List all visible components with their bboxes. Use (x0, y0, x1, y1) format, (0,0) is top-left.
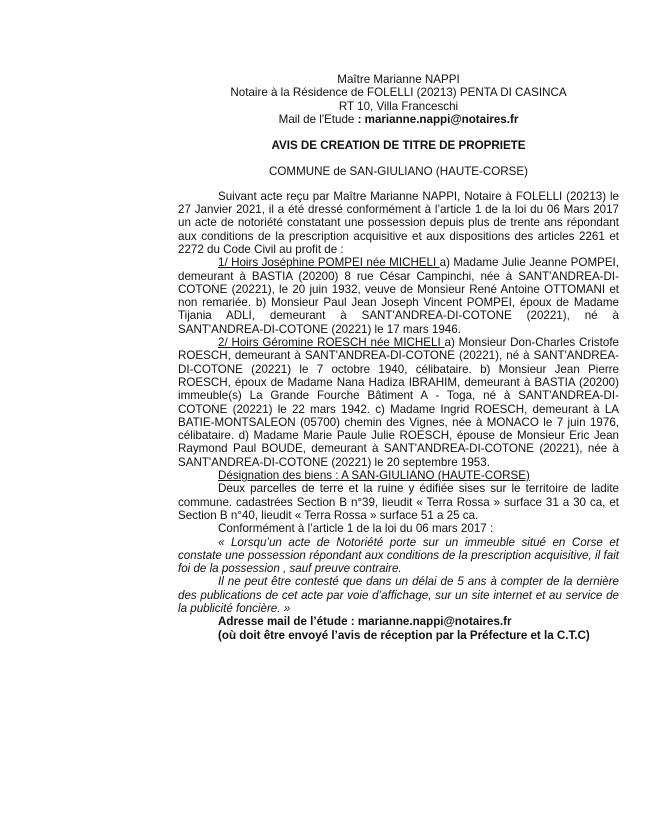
notice-document (178, 73, 619, 642)
notice-title: AVIS DE CREATION DE TITRE DE PROPRIETE (271, 139, 526, 153)
heirs-2-paragraph (178, 336, 619, 469)
mail-value: : marianne.nappi@notaires.fr (357, 112, 519, 126)
notary-residence: Notaire à la Résidence de FOLELLI (20213) PENTA DI CASINCA (230, 86, 567, 100)
heirs-1-paragraph (178, 256, 619, 336)
designation-paragraph: Deux parcelles de terre et la ruine y édifiée sises sur le territoire de ladite commune. cadastrées Section B n°39, lieudit « Terra Rossa » surface 31 a 30 ca, et Section B n°40, lieudit « Terra Rossa » surface 51 a 25 ca. (178, 482, 619, 522)
intro-paragraph: Suivant acte reçu par Maître Marianne NAPPI, Notaire à FOLELLI (20213) le 27 Janvier 2021, il a été dressé conformément à l’article 1 de la loi du 06 Mars 2017 un acte de notoriété constatant une possession depuis plus de trente ans répondant aux conditions de la prescription acquisitive et aux dispositions des articles 2261 et 2272 du Code Civil au profit de : (178, 189, 619, 256)
notary-name: Maître Marianne NAPPI (337, 73, 460, 86)
commune-heading: COMMUNE de SAN-GIULIANO (HAUTE-CORSE) (269, 165, 528, 179)
heirs-1-text: a) Madame Julie Jeanne POMPEI, demeurant à BASTIA (20200) 8 rue César Campinchi, née à SANT'ANDREA-DI-COTONE (20221), le 20 juin 1932, veuve de Monsieur René Antoine OTTOMANI et non remariée. b) Monsieur Paul Jean Joseph Vincent POMPEI, époux de Madame Tijania ADLI, demeurant à SANT'ANDREA-DI-COTONE (20221), né à SANT'ANDREA-DI-COTONE (20221) le 17 mars 1946. (178, 256, 620, 336)
notary-mail (178, 113, 619, 126)
designation-heading: Désignation des biens : A SAN-GIULIANO (HAUTE-CORSE) (218, 469, 530, 483)
conformement-paragraph: Conformément à l’article 1 de la loi du 06 mars 2017 : (218, 522, 494, 536)
quote-paragraph-1: « Lorsqu’un acte de Notoriété porte sur un immeuble situé en Corse et constate une possession répondant aux conditions de la prescription acquisitive, il fait foi de la possession , sauf preuve contraire. (178, 535, 619, 576)
heirs-2-text: a) Monsieur Don-Charles Cristofe ROESCH, demeurant à SANT'ANDREA-DI-COTONE (20221), né à SANT'ANDREA-DI-COTONE (20221) le 7 octobre 1940, célibataire. b) Monsieur Jean Pierre ROESCH, époux de Madame Nana Hadiza IBRAHIM, demeurant à BASTIA (20200) immeuble(s) La Grande Fourche Bâtiment A - Toga, né à SANT'ANDREA-DI-COTONE (20221) le 22 mars 1942. c) Madame Ingrid ROESCH, demeurant à LA BATIE-MONTSALEON (05700) chemin des Vignes, née à MONACO le 7 juin 1976, célibataire. d) Madame Marie Paule Julie ROESCH, épouse de Monsieur Eric Jean Raymond Paul BOUDE, demeurant à SANT'ANDREA-DI-COTONE (20221), née à SANT'ANDREA-DI-COTONE (20221) le 20 septembre 1953. (178, 336, 619, 469)
footer-note: (où doit être envoyé l’avis de réception par la Préfecture et la C.T.C) (218, 628, 590, 642)
heirs-2-heading: 2/ Hoirs Géromine ROESCH née MICHELI (218, 336, 445, 350)
notary-header (178, 73, 619, 126)
mail-label: Mail de l'Etude (278, 112, 358, 126)
notice-body (178, 190, 619, 642)
footer-mail: Adresse mail de l’étude : marianne.nappi@notaires.fr (218, 615, 512, 629)
heirs-1-heading: 1/ Hoirs Joséphine POMPEI née MICHELI (218, 256, 440, 270)
quote-paragraph-2: Il ne peut être contesté que dans un délai de 5 ans à compter de la dernière des publications de cet acte par voie d’affichage, sur un site internet et au service de la publicité foncière. » (178, 575, 619, 615)
notary-address: RT 10, Villa Franceschi (338, 99, 459, 113)
designation-heading-line (178, 469, 619, 482)
